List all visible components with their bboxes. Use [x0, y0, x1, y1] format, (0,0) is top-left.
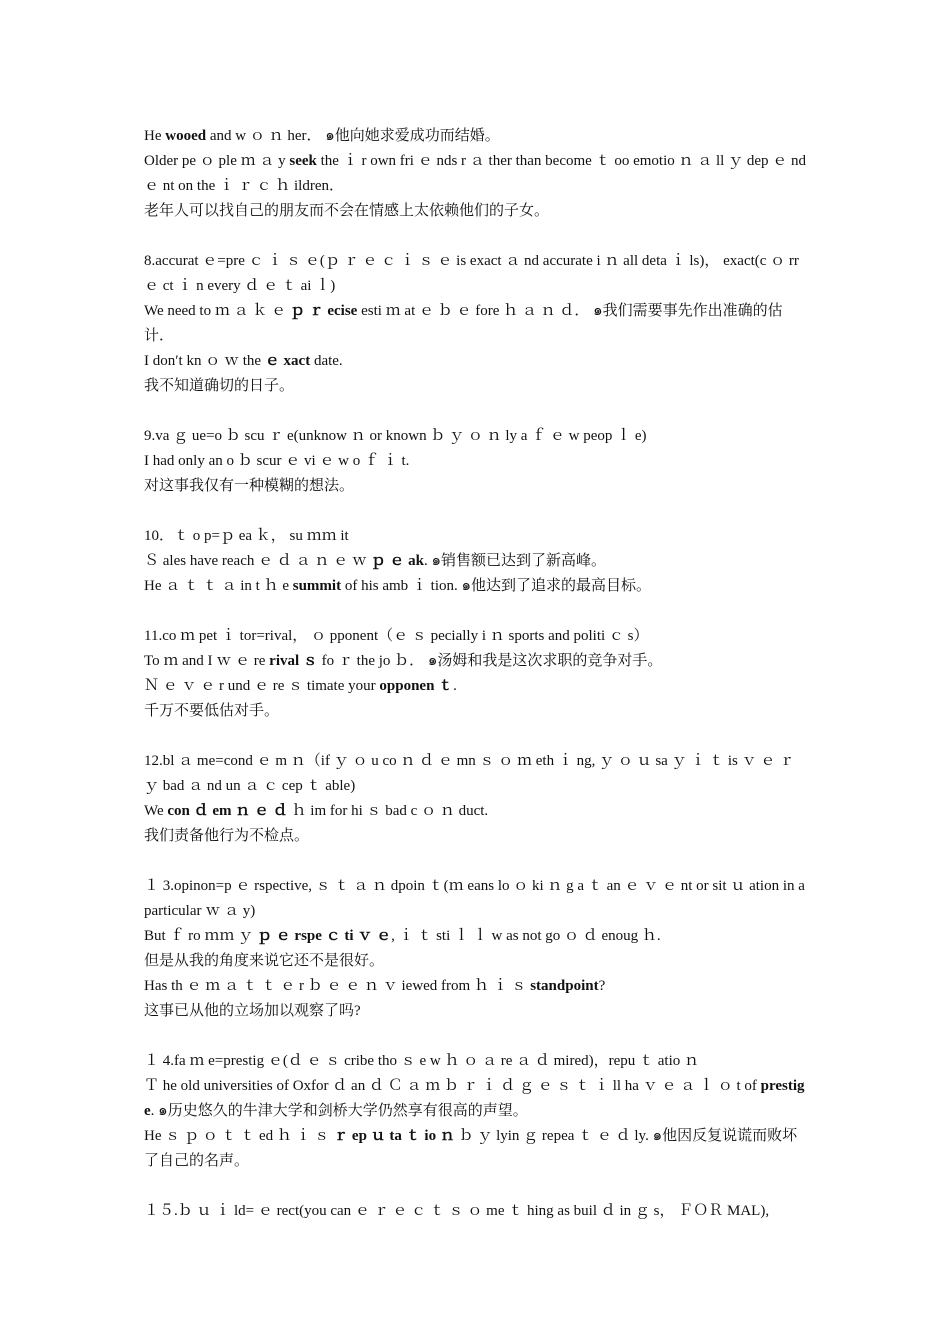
text-run: 9.va ｇ ue=o ｂ scu ｒ e(unknow ｎ or known ｂ ｙ ｏ ｎ ly a ｆ ｅ w peop ｌ e)	[144, 428, 647, 444]
keyword: seek	[289, 153, 317, 169]
text-run: of his amb ｉ tion. ๑他达到了追求的最高目标。	[341, 578, 652, 594]
text-run: 但是从我的角度来说它还不是很好。	[144, 953, 385, 969]
blank-line	[144, 399, 808, 424]
text-run: esti ｍ at ｅ ｂ ｅ fore ｈ ａ ｎ ｄ． ๑我们需要事先作出准确的估计．	[144, 303, 783, 344]
text-line	[144, 474, 808, 499]
text-run: 我不知道确切的日子。	[144, 378, 295, 394]
text-run: I had only an o ｂ scur ｅ vi ｅ w o ｆ ｉ t.	[144, 453, 410, 469]
text-line	[144, 349, 808, 374]
blank-line	[144, 499, 808, 524]
keyword: ｐ ｅ rspe ｃ ti ｖ ｅ	[256, 928, 392, 944]
text-line	[144, 1049, 808, 1074]
text-run: I don′t kn ｏ ｗ the	[144, 353, 265, 369]
text-run: , ｉ ｔ sti ｌ ｌ w as not go ｏ ｄ enoug ｈ.	[391, 928, 661, 944]
text-line	[144, 824, 808, 849]
blank-line	[144, 1174, 808, 1199]
text-run: 这事已从他的立场加以观察了吗?	[144, 1003, 361, 1019]
text-run: １５.ｂ ｕ ｉ ld= ｅ rect(you can ｅ ｒ ｅ ｃ ｔ ｓ ｏ me ｔ hing as buil ｄ in ｇ s， ＦＯＲ MAL),	[144, 1203, 770, 1219]
text-line	[144, 749, 808, 799]
text-line	[144, 1199, 808, 1224]
text-run: date.	[310, 353, 343, 369]
text-line	[144, 574, 808, 599]
blank-line	[144, 224, 808, 249]
text-run: ｂ ｙ lyin ｇ repea ｔ ｅ ｄ ly. ๑他因反复说谎而败坏了自己的名声。	[144, 1128, 798, 1169]
text-line	[144, 299, 808, 349]
text-line	[144, 674, 808, 699]
text-line	[144, 974, 808, 999]
text-line	[144, 249, 808, 299]
text-run: Ｔ he old universities of Oxfor ｄ an ｄ Ｃ ａ ｍ ｂ ｒ ｉ ｄ ｇ ｅ ｓ ｔ ｉ ll ha ｖ ｅ ａ ｌ ｏ t of	[144, 1078, 761, 1094]
keyword: wooed	[165, 128, 207, 144]
text-line	[144, 524, 808, 549]
text-run: Ｎ ｅ ｖ ｅ r und ｅ re ｓ timate your	[144, 678, 380, 694]
text-run: He ａ ｔ ｔ ａ in t ｈ e	[144, 578, 293, 594]
text-line	[144, 424, 808, 449]
text-line	[144, 124, 808, 149]
text-line	[144, 799, 808, 824]
text-line	[144, 649, 808, 674]
text-run: . ๑历史悠久的牛津大学和剑桥大学仍然享有很高的声望。	[150, 1103, 528, 1119]
blank-line	[144, 599, 808, 624]
keyword: ｐ ｒ ecise	[289, 303, 358, 319]
text-run: the ｉ r own fri ｅ nds r ａ ther than become ｔ oo emotio ｎ ａ ll ｙ dep ｅ nd ｅ nt on the ｉ ｒ ｃ ｈ ildren．	[144, 153, 806, 194]
text-line	[144, 874, 808, 924]
text-line	[144, 149, 808, 199]
text-line	[144, 374, 808, 399]
text-run: . ๑销售额已达到了新高峰。	[423, 553, 606, 569]
text-line	[144, 1074, 808, 1124]
text-run: Ｓ ales have reach ｅ ｄ ａ ｎ ｅ ｗ	[144, 553, 371, 569]
text-run: He ｓ ｐ ｏ ｔ ｔ ed ｈ ｉ ｓ	[144, 1128, 334, 1144]
document-body	[144, 124, 808, 1224]
keyword: standpoint	[530, 978, 599, 994]
keyword: prestige	[144, 1078, 805, 1119]
text-run: But ｆ ro ｍｍ ｙ	[144, 928, 257, 944]
text-line	[144, 624, 808, 649]
text-run: Older pe ｏ ple ｍ ａ y	[144, 153, 290, 169]
text-line	[144, 999, 808, 1024]
blank-line	[144, 1024, 808, 1049]
text-run: 10．ｔ o p=ｐ ea ｋ， su ｍｍ it	[144, 528, 349, 544]
blank-line	[144, 724, 808, 749]
text-line	[144, 949, 808, 974]
text-run: Has th ｅ ｍ ａ ｔ ｔ ｅ r ｂ ｅ ｅ ｎ ｖ iewed from ｈ ｉ ｓ	[144, 978, 531, 994]
text-run: and w ｏ ｎ her． ๑他向她求爱成功而结婚。	[206, 128, 500, 144]
text-run: We need to ｍ ａ ｋ ｅ	[144, 303, 290, 319]
text-run: To ｍ and I ｗ ｅ re	[144, 653, 270, 669]
keyword: rival ｓ	[269, 653, 318, 669]
text-run: 老年人可以找自己的朋友而不会在情感上太依赖他们的子女。	[144, 203, 550, 219]
keyword: ｒ ep ｕ ta ｔ io ｎ	[333, 1128, 455, 1144]
text-line	[144, 549, 808, 574]
text-line	[144, 199, 808, 224]
blank-line	[144, 849, 808, 874]
text-run: 对这事我仅有一种模糊的想法。	[144, 478, 355, 494]
text-run: 12.bl ａ me=cond ｅ m ｎ（if ｙ ｏ u co ｎ ｄ ｅ mn ｓ ｏ ｍ eth ｉ ng, ｙ ｏ ｕ sa ｙ ｉ ｔ is ｖ ｅ ｒ ｙ bad ａ nd un ａ ｃ cep ｔ able)	[144, 753, 795, 794]
text-run: 我们责备他行为不检点。	[144, 828, 310, 844]
keyword: opponen ｔ	[379, 678, 454, 694]
text-line	[144, 924, 808, 949]
keyword: con ｄ em ｎ ｅ ｄ	[167, 803, 288, 819]
text-line	[144, 699, 808, 724]
text-run: He	[144, 128, 166, 144]
text-run: ?	[598, 978, 606, 994]
text-run: 11.co ｍ pet ｉ tor=rival， ｏ pponent（ｅ ｓ pecially i ｎ sports and politi ｃ s）	[144, 628, 649, 644]
keyword: ｅ xact	[264, 353, 311, 369]
text-run: 千万不要低估对手。	[144, 703, 280, 719]
text-run: １ 4.fa ｍ e=prestig ｅ(ｄ ｅ ｓ cribe tho ｓ e w ｈ ｏ ａ re ａ ｄ mired)，repu ｔ atio ｎ	[144, 1053, 700, 1069]
text-run: 8.accurat ｅ=pre ｃ ｉ ｓ ｅ(ｐ ｒ ｅ ｃ ｉ ｓ ｅ is exact ａ nd accurate i ｎ all deta ｉ ls)， exact(c ｏ rr ｅ ct ｉ n every ｄ ｅ ｔ ai ｌ)	[144, 253, 799, 294]
text-run: We	[144, 803, 168, 819]
text-run: .	[453, 678, 457, 694]
keyword: summit	[292, 578, 342, 594]
text-run: fo ｒ the jo ｂ． ๑汤姆和我是这次求职的竞争对手。	[317, 653, 663, 669]
text-line	[144, 1124, 808, 1174]
text-run: １ 3.opinon=p ｅ rspective, ｓ ｔ ａ ｎ dpoin ｔ(ｍ eans lo ｏ ki ｎ g a ｔ an ｅ ｖ ｅ nt or sit ｕ ation in a particular ｗ ａ y)	[144, 878, 805, 919]
text-line	[144, 449, 808, 474]
text-run: ｈ im for hi ｓ bad c ｏ ｎ duct.	[287, 803, 489, 819]
keyword: ｐ ｅ ak	[370, 553, 424, 569]
